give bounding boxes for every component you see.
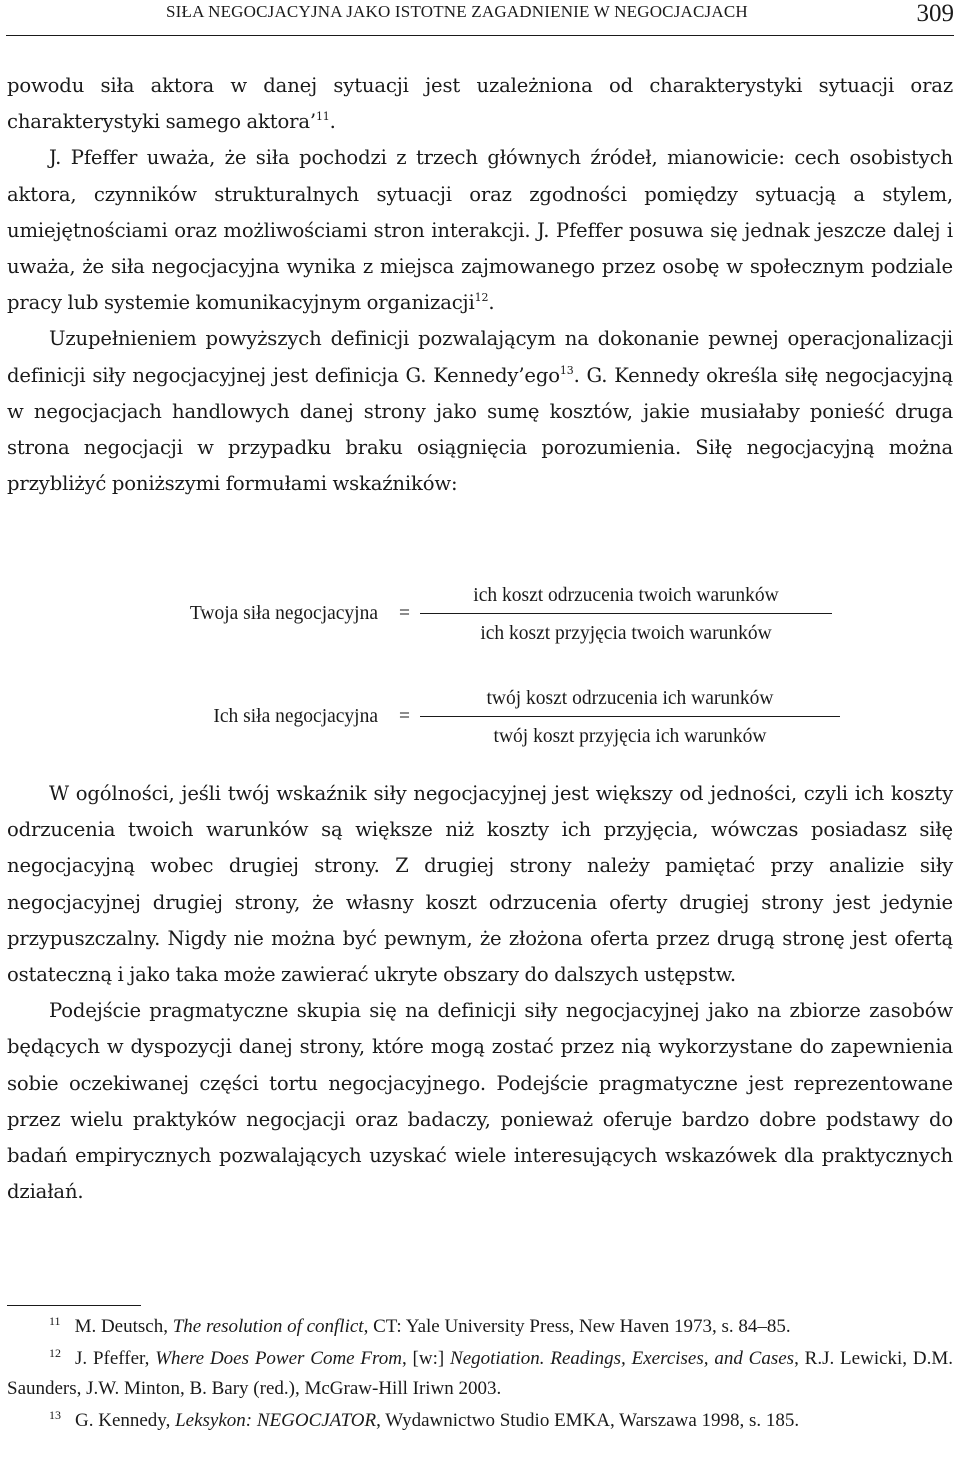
footnote-number: 11 <box>49 1314 61 1328</box>
fraction-bar <box>420 613 832 614</box>
paragraph-kennedy: Uzupełnieniem powyższych definicji pozwalającym na dokonanie pewnej operacjonalizacji definicji siły negocjacyjnej jest definicja G. Kennedy’ego$^{13}$. G. Kennedy określa siłę negocjacyjną w negocjacjach handlowych danej strony jako sumę kosztów, jakie musiałaby ponieść druga strona negocjacji w przypadku braku osiągnięcia porozumienia. Siłę negocjacyjną można przybliżyć poniższymi formułami wskaźników: <box>7 327 953 496</box>
formula-numerator: twój koszt odrzucenia ich warunków <box>486 688 774 709</box>
formula-numerator: ich koszt odrzucenia twoich warunków <box>473 585 779 606</box>
header-rule <box>6 35 954 36</box>
paragraph-interpretation: W ogólności, jeśli twój wskaźnik siły negocjacyjnej jest większy od jedności, czyli ich koszty odrzucenia twoich warunków są większe niż koszty ich przyjęcia, wówczas posiadasz siłę negocjacyjną wobec drugiej strony. Z drugiej strony należy pamiętać przy analizie siły negocjacyjnej drugiej strony, że własny koszt odrzucenia oferty drugiej strony jest jedynie przypuszczalny. Nigdy nie można być pewnym, że złożona oferta przez drugą stronę jest ofertą ostateczną i jako taka może zawierać ukryte obszary do dalszych ustępstw. <box>7 782 953 987</box>
footnote-rule <box>7 1305 141 1306</box>
page-number: 309 <box>916 0 954 27</box>
footnote-ref-12[interactable]: 12 <box>474 291 489 305</box>
cited-title: The resolution of conflict <box>172 1316 364 1337</box>
cited-title: Leksykon: NEGOCJATOR <box>175 1409 377 1431</box>
footnote-13: $^{13}$ G. Kennedy, Leksykon: NEGOCJATOR, Wydawnictwo Studio EMKA, Warszawa 1998, s. 185. <box>49 1407 800 1431</box>
body-text-bottom <box>7 776 953 1210</box>
formula-lhs: Ich siła negocjacyjna <box>213 706 378 727</box>
formula-lhs: Twoja siła negocjacyjna <box>189 603 378 624</box>
footnote-12: $^{12}$ J. Pfeffer, Where Does Power Come From, [w:] Negotiation. Readings, Exercises, and Cases, R.J. Lewicki, D.M. Saunders, J.W. Minton, B. Bary (red.), McGraw-Hill Iriwn 2003. <box>7 1345 954 1399</box>
paragraph-pfeffer: J. Pfeffer uważa, że siła pochodzi z trzech głównych źródeł, mianowicie: cech osobistych aktora, czynników strukturalnych sytuacji oraz zgodności pomiędzy sytuacją a stylem, umiejętnościami oraz możliwościami stron interakcji. J. Pfeffer posuwa się jednak jeszcze dalej i uważa, że siła negocjacyjna wynika z miejsca zajmowanego przez osobę w społecznym podziale pracy lub systemie komunikacyjnym organizacji$^{12}$. <box>7 146 953 315</box>
formula-denominator: twój koszt przyjęcia ich warunków <box>493 726 767 747</box>
footnote-ref-11[interactable]: 11 <box>315 110 330 124</box>
fraction-bar <box>420 716 840 717</box>
footnote-11: $^{11}$ M. Deutsch, The resolution of conflict, CT: Yale University Press, New Haven 1973, s. 84–85. <box>49 1314 791 1337</box>
footnote-ref-13[interactable]: 13 <box>559 363 574 377</box>
footnote-number: 12 <box>49 1345 61 1360</box>
running-title: SIŁA NEGOCJACYJNA JAKO ISTOTNE ZAGADNIENIE W NEGOCJACJACH <box>166 2 748 21</box>
body-text-top <box>7 68 953 502</box>
running-header <box>0 0 960 36</box>
cited-title: Where Does Power Come From <box>155 1347 402 1369</box>
formula-your-power <box>0 585 960 655</box>
equals-sign: = <box>399 706 410 727</box>
formula-their-power <box>0 688 960 758</box>
cited-book-title: Negotiation. Readings, Exercises, and Cases <box>450 1347 795 1369</box>
formula-denominator: ich koszt przyjęcia twoich warunków <box>480 623 772 644</box>
equals-sign: = <box>399 603 410 624</box>
paragraph-pragmatic: Podejście pragmatyczne skupia się na definicji siły negocjacyjnej jako na zbiorze zasobów będących w dyspozycji danej strony, które mogą zostać przez nią wykorzystane do zapewnienia sobie oczekiwanej części tortu negocjacyjnego. Podejście pragmatyczne jest reprezentowane przez wielu praktyków negocjacji oraz badaczy, ponieważ oferuje bardzo dobre podstawy do badań empirycznych pozwalających uzyskać wiele interesujących wskazówek dla praktycznych działań. <box>7 999 953 1204</box>
footnote-number: 13 <box>49 1407 61 1422</box>
footnotes <box>7 1312 953 1437</box>
paragraph-continuation: powodu siła aktora w danej sytuacji jest uzależniona od charakterystyki sytuacji oraz charakterystyki samego aktora’$^{11}$. <box>7 74 953 134</box>
